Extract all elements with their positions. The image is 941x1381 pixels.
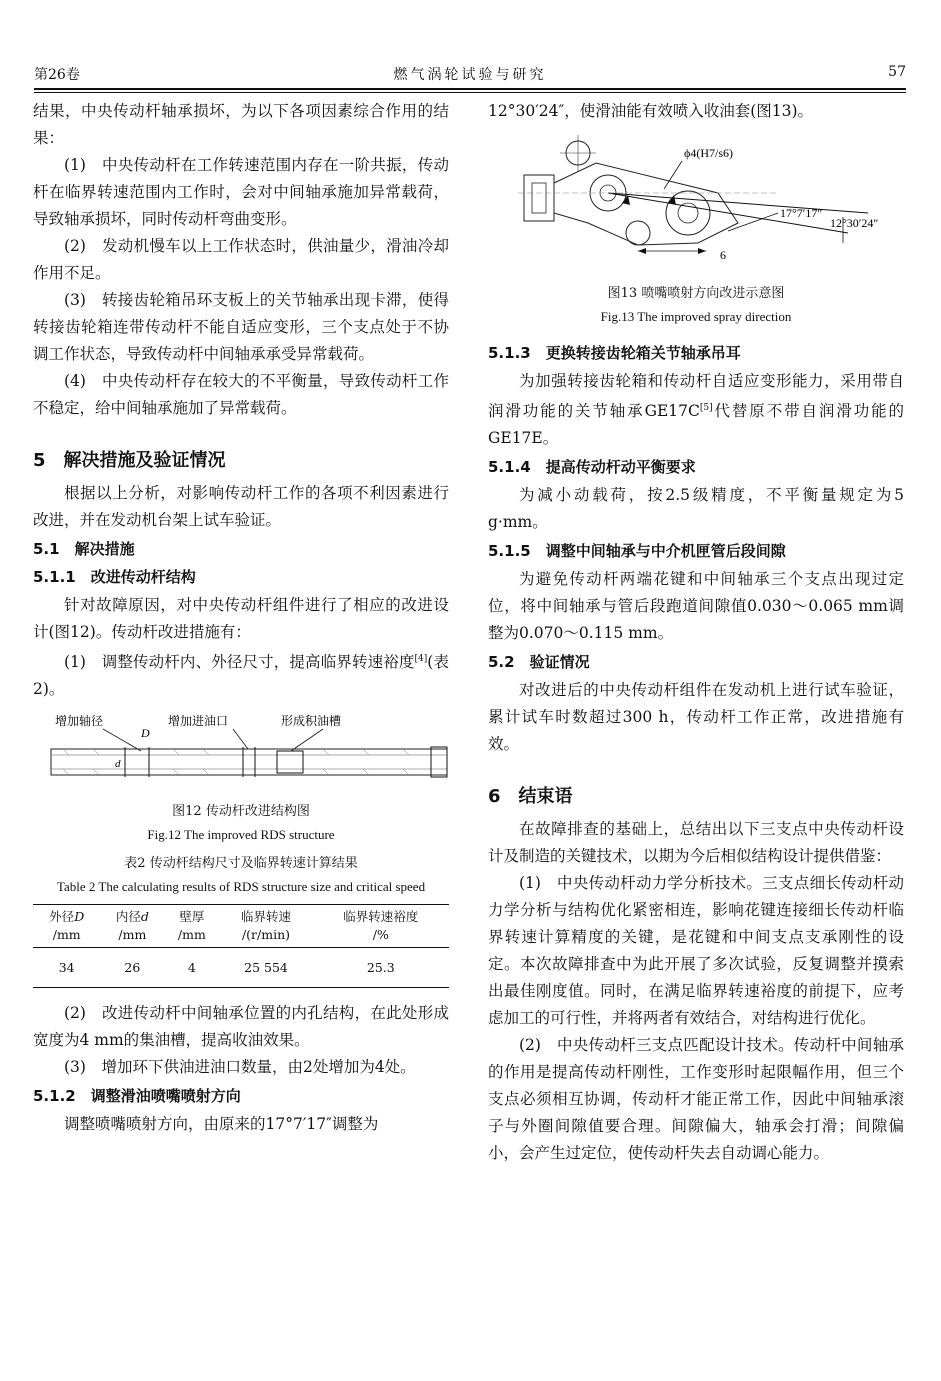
table-cell: 26 [100,948,164,988]
header-rule-thin [34,92,906,93]
table-header: 壁厚 /mm [164,905,219,948]
volume-number: 第26卷 [34,67,80,83]
label-6: 6 [720,248,726,262]
page-number: 57 [888,64,906,80]
subsection-heading: 5.2 验证情况 [488,653,590,672]
paragraph [33,646,449,703]
figure-13-caption-cn: 图13 喷嘴喷射方向改进示意图 [607,286,785,301]
paragraph: 结果，中央传动杆轴承损坏，为以下各项因素综合作用的结果： [33,102,449,147]
paragraph: (2) 发动机慢车以上工作状态时，供油量少，滑油冷却作用不足。 [33,237,449,282]
table-2-caption-cn: 表2 传动杆结构尺寸及临界转速计算结果 [124,856,358,872]
table-cell: 25 554 [219,948,312,988]
paragraph: (3) 增加环下供油进油口数量，由2处增加为4处。 [64,1058,416,1077]
paragraph: 为减小动载荷，按2.5级精度，不平衡量规定为5 g·mm。 [488,486,904,532]
paragraph: (2) 改进传动杆中间轴承位置的内孔结构，在此处形成宽度为4 mm的集油槽，提高收油效果。 [33,1004,449,1050]
table-2 [33,904,449,988]
paragraph: 在故障排查的基础上，总结出以下三支点中央传动杆设计及制造的关键技术，以期为今后相似结构设计提供借鉴： [488,820,904,866]
label-d: d [115,758,121,771]
figure-12-caption-cn: 图12 传动杆改进结构图 [172,804,310,820]
subsection-heading: 5.1.3 更换转接齿轮箱关节轴承吊耳 [488,344,741,362]
subsection-heading: 5.1.1 改进传动杆结构 [33,568,196,586]
paragraph: 12°30′24″，使滑油能有效喷入收油套(图13)。 [488,102,814,120]
figure-13 [488,133,904,328]
paragraph: 针对故障原因，对中央传动杆组件进行了相应的改进设计(图12)。传动杆改进措施有： [33,596,449,641]
text-run: 代替原不带自润滑功能的GE17E。 [488,402,904,448]
section-heading: 5 解决措施及验证情况 [33,450,226,471]
citation: [5] [699,403,713,413]
section-heading: 6 结束语 [488,786,573,808]
table-cell: 4 [164,948,219,988]
subsection-heading: 5.1.4 提高传动杆动平衡要求 [488,458,696,477]
table-header: 外径D /mm [33,905,100,948]
table-2-caption-en: Table 2 The calculating results of RDS structure size and critical speed [56,879,426,895]
figure-12 [33,711,449,846]
subsection-heading: 5.1 解决措施 [33,540,135,558]
right-column [488,98,904,1167]
citation: [4] [414,654,428,664]
label-add-oil-inlet: 增加进油口 [168,714,229,729]
table-header: 内径d /mm [100,905,164,948]
figure-12-caption-en: Fig.12 The improved RDS structure [147,827,335,843]
spray-nozzle-diagram [488,133,904,273]
table-cell: 25.3 [313,948,449,988]
journal-title: 燃气涡轮试验与研究 [393,67,547,83]
figure-13-caption-en: Fig.13 The improved spray direction [600,309,792,324]
table-row [33,948,449,988]
label-add-diameter: 增加轴径 [55,714,104,729]
paragraph: (2) 中央传动杆三支点匹配设计技术。传动杆中间轴承的作用是提高传动杆刚性，工作变形时起限幅作用，但三个支点必须相互协调，传动杆才能正常工作，因此中间轴承滚子与外圈间隙值要合理。间隙偏大，轴承会打滑；间隙偏小，会产生过定位，使传动杆失去自动调心能力。 [488,1036,904,1163]
paragraph: (1) 中央传动杆在工作转速范围内存在一阶共振，传动杆在临界转速范围内工作时，会对中间轴承施加异常载荷，导致轴承损坏，同时传动杆弯曲变形。 [33,156,449,228]
label-angle-original: 17°7′17″ [780,206,823,220]
table-cell: 34 [33,948,100,988]
label-D: D [141,726,150,741]
text-run: (1) 调整传动杆内、外径尺寸，提高临界转速裕度 [64,653,415,672]
text-run: 为加强转接齿轮箱和传动杆自适应变形能力，采用带自润滑功能的关节轴承GE17C [488,372,904,421]
label-oil-groove: 形成积油槽 [281,714,342,729]
label-phi4: ϕ4(H7/s6) [684,146,733,160]
paragraph: 为避免传动杆两端花键和中间轴承三个支点出现过定位，将中间轴承与管后段跑道间隙值0.030～0.065 mm调整为0.070～0.115 mm。 [488,570,904,643]
running-header [34,62,906,84]
table-header: 临界转速 /(r/min) [219,905,312,948]
paragraph: (4) 中央传动杆存在较大的不平衡量，导致传动杆工作不稳定，给中间轴承施加了异常载荷。 [33,372,449,417]
label-angle-new: 12°30′24″ [830,216,879,230]
table-header: 临界转速裕度 /% [313,905,449,948]
header-rule-thick [34,88,906,90]
paragraph: 根据以上分析，对影响传动杆工作的各项不利因素进行改进，并在发动机台架上试车验证。 [33,484,449,529]
paragraph [488,368,904,452]
text-run: (表2)。 [33,653,449,699]
subsection-heading: 5.1.5 调整中间轴承与中介机匣管后段间隙 [488,542,786,561]
paragraph: (3) 转接齿轮箱吊环支板上的关节轴承出现卡滞，使得转接齿轮箱连带传动杆不能自适应变形，三个支点处于不协调工作状态，导致传动杆中间轴承承受异常载荷。 [33,291,449,363]
left-column [33,98,449,1138]
subsection-heading: 5.1.2 调整滑油喷嘴喷射方向 [33,1087,241,1106]
shaft-diagram [33,711,449,791]
paragraph: 调整喷嘴喷射方向，由原来的17°7′17″调整为 [64,1115,379,1134]
paragraph: (1) 中央传动杆动力学分析技术。三支点细长传动杆动力学分析与结构优化紧密相连，影响花键连接细长传动杆临界转速计算精度的关键，是花键和中间支点支承刚性的设定。本次故障排查中为此开展了多次试验，反复调整并摸索出最佳刚度值。同时，在满足临界转速裕度的前提下，应考虑加工的可行性，并将两者有效结合，对结构进行优化。 [488,874,904,1028]
paragraph: 对改进后的中央传动杆组件在发动机上进行试车验证，累计试车时数超过300 h，传动杆工作正常，改进措施有效。 [488,681,904,754]
